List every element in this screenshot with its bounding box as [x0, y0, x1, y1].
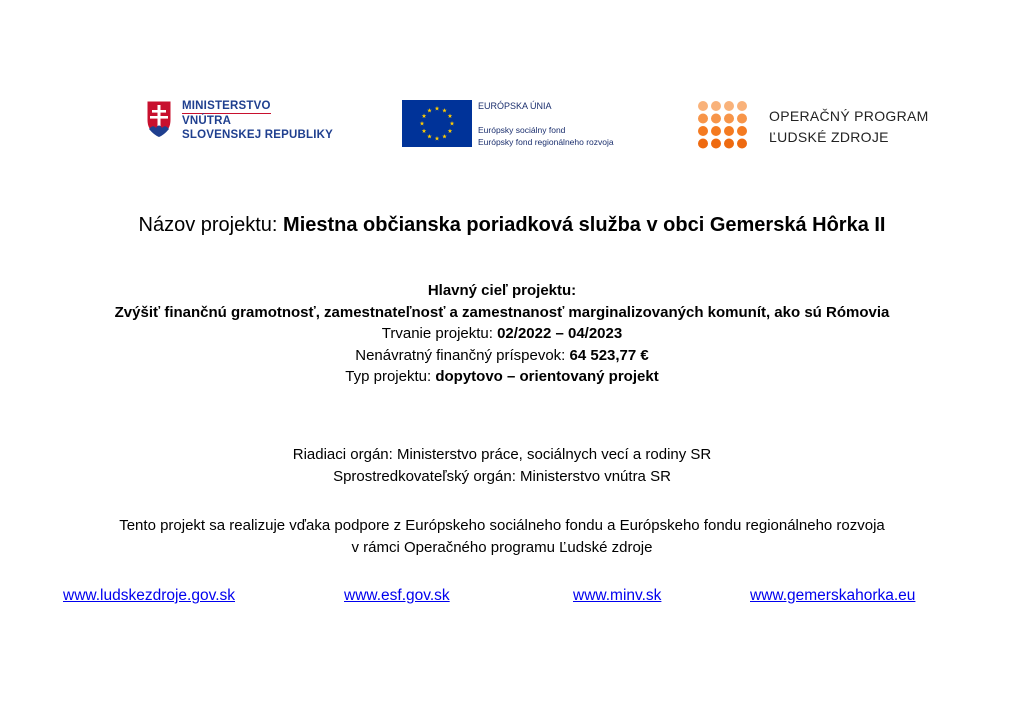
duration-label: Trvanie projektu: — [381, 325, 498, 342]
goal-value: Zvýšiť finančnú gramotnosť, zamestnateľnosť a zamestnanosť marginalizovaných komunít, ako sú Rómovia — [114, 303, 890, 321]
grant-line — [0, 345, 1004, 367]
op-logo-text — [769, 106, 929, 148]
op-dot — [711, 101, 721, 111]
type-line — [0, 366, 1004, 388]
managing-authority: Riadiaci orgán: Ministerstvo práce, sociálnych vecí a rodiny SR — [292, 446, 712, 463]
op-dot — [711, 139, 721, 149]
op-dot — [711, 126, 721, 136]
op-line-2: ĽUDSKÉ ZDROJE — [769, 129, 889, 145]
op-dot — [698, 126, 708, 136]
minv-line-2: VNÚTRA — [182, 115, 232, 127]
project-details — [0, 280, 1004, 388]
op-dot — [737, 114, 747, 124]
op-dot — [698, 114, 708, 124]
eu-logo-text — [478, 100, 614, 148]
duration-line — [0, 323, 1004, 345]
intermediate-body: Sprostredkovateľský orgán: Ministerstvo vnútra SR — [333, 467, 671, 485]
project-title — [0, 214, 1024, 237]
eu-star — [435, 106, 440, 110]
goal-label: Hlavný cieľ projektu: — [427, 282, 577, 299]
eu-fund-esf: Európsky sociálny fond — [478, 125, 566, 135]
op-dot — [698, 101, 708, 111]
link-esf[interactable]: www.esf.gov.sk — [344, 587, 450, 604]
link-gemerskahorka[interactable]: www.gemerskahorka.eu — [750, 587, 916, 604]
op-line-1: OPERAČNÝ PROGRAM — [769, 108, 929, 124]
type-label: Typ projektu: — [345, 368, 436, 385]
links-row — [0, 587, 1024, 611]
eu-star — [427, 108, 432, 112]
op-dot — [724, 139, 734, 149]
grant-value: 64 523,77 € — [569, 346, 649, 364]
eu-star — [420, 121, 425, 125]
op-dot — [711, 114, 721, 124]
project-name-value: Miestna občianska poriadková služba v obci Gemerská Hôrka II — [283, 214, 886, 236]
eu-star — [422, 129, 427, 133]
duration-value: 02/2022 – 04/2023 — [497, 325, 623, 342]
link-ludskezdroje[interactable]: www.ludskezdroje.gov.sk — [63, 587, 236, 604]
minv-line-3: SLOVENSKEJ REPUBLIKY — [182, 129, 333, 141]
op-dot — [724, 101, 734, 111]
eu-stars-icon — [402, 100, 472, 147]
eu-star — [422, 114, 427, 118]
support-line-2: v rámci Operačného programu Ľudské zdroje — [351, 538, 653, 556]
eu-star — [442, 108, 447, 112]
link-minv[interactable]: www.minv.sk — [573, 587, 662, 604]
eu-star — [442, 134, 447, 138]
support-line-1: Tento projekt sa realizuje vďaka podpore z Európskeho sociálneho fondu a Európskeho fondu regionálneho rozvoja — [119, 517, 885, 534]
slovak-coat-of-arms-icon — [146, 100, 172, 138]
op-dot — [737, 126, 747, 136]
eu-star — [448, 114, 453, 118]
minv-logo-text — [182, 99, 333, 142]
eu-star — [427, 134, 432, 138]
minv-line-1: MINISTERSTVO — [182, 100, 271, 112]
bodies-block — [0, 444, 1004, 487]
op-dot — [737, 101, 747, 111]
eu-star — [450, 121, 455, 125]
op-dot — [724, 114, 734, 124]
eu-title: EURÓPSKA ÚNIA — [478, 101, 552, 111]
eu-star — [448, 129, 453, 133]
eu-fund-erdf: Európsky fond regionálneho rozvoja — [478, 137, 614, 147]
op-dots-logo-icon — [697, 100, 749, 150]
eu-star — [435, 136, 440, 140]
eu-flag — [402, 100, 472, 147]
support-statement — [0, 515, 1004, 558]
grant-label: Nenávratný finančný príspevok: — [355, 346, 570, 364]
op-dot — [724, 126, 734, 136]
op-dot — [737, 139, 747, 149]
op-dot — [698, 139, 708, 149]
type-value: dopytovo – orientovaný projekt — [435, 368, 659, 385]
project-name-label: Názov projektu: — [138, 214, 284, 236]
